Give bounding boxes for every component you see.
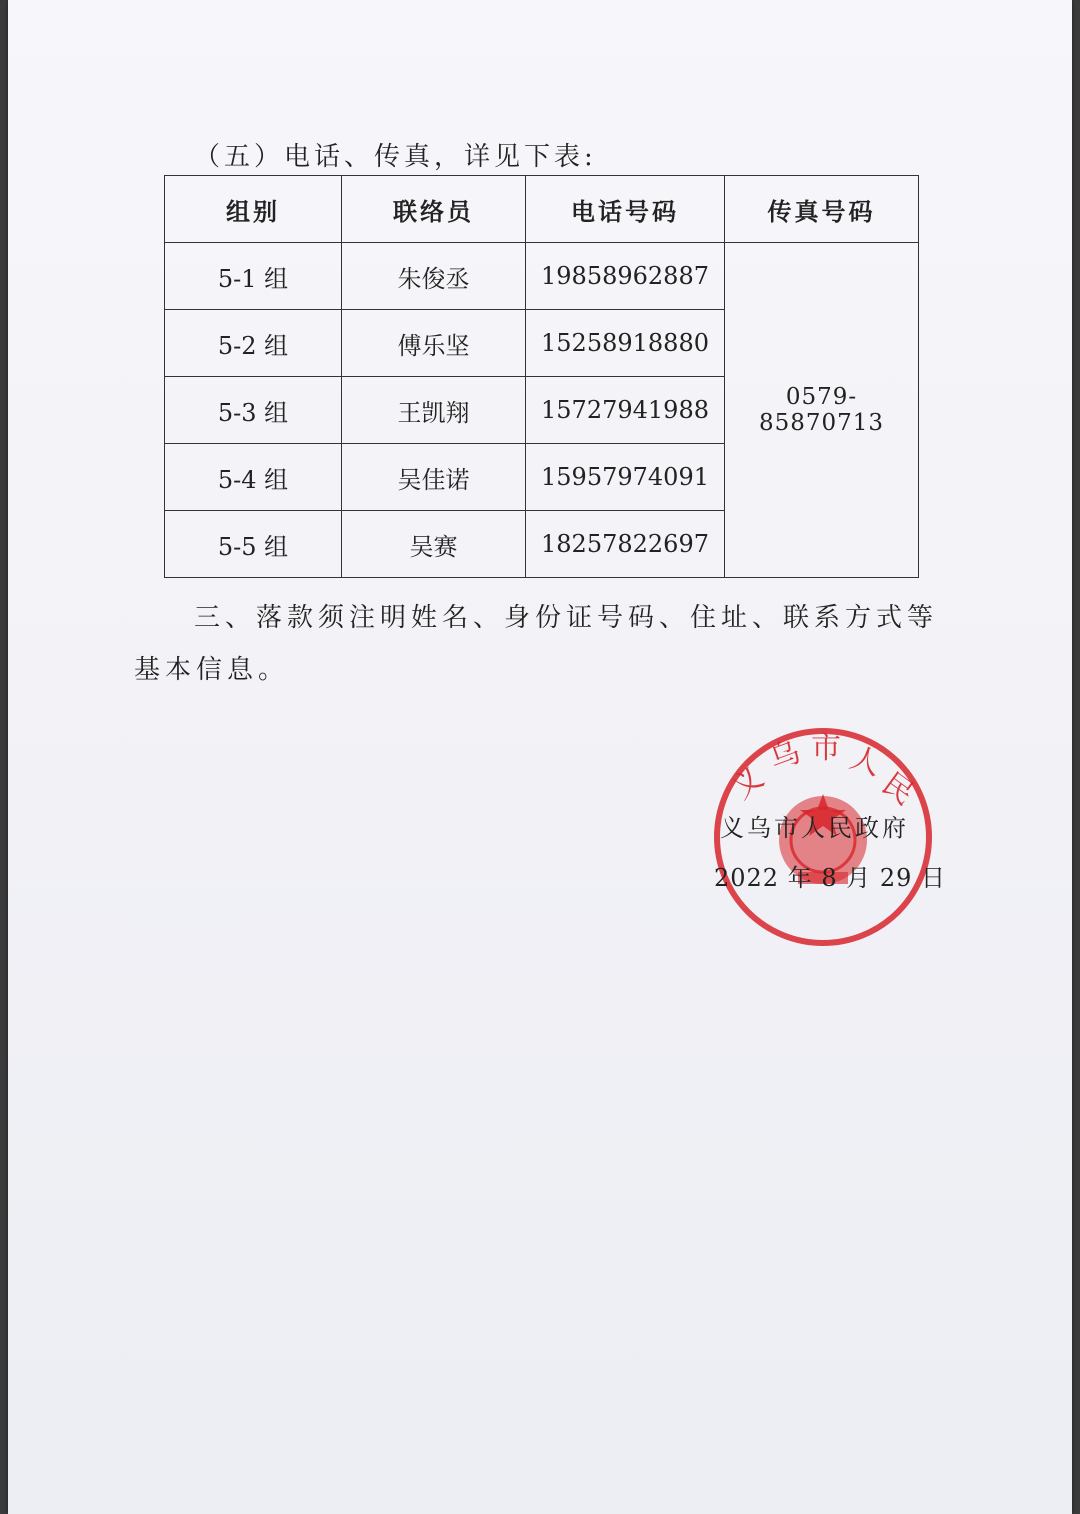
table-header-row (165, 176, 919, 243)
header-fax: 传真号码 (725, 176, 919, 243)
phone-cell: 18257822697 (526, 511, 725, 578)
svg-text:民: 民 (875, 766, 921, 813)
signature-date: 2022 年 8 月 29 日 (714, 864, 947, 892)
section-heading: （五）电话、传真，详见下表: (194, 142, 597, 172)
phone-cell: 15258918880 (526, 310, 725, 377)
signature-organization: 义乌市人民政府 (720, 814, 909, 842)
fax-cell: 0579-85870713 (725, 243, 919, 578)
svg-text:人: 人 (845, 740, 885, 783)
phone-cell: 19858962887 (526, 243, 725, 310)
group-cell: 5-4 组 (165, 444, 342, 511)
group-cell: 5-3 组 (165, 377, 342, 444)
header-contact: 联络员 (342, 176, 526, 243)
group-cell: 5-1 组 (165, 243, 342, 310)
phone-cell: 15957974091 (526, 444, 725, 511)
header-phone: 电话号码 (526, 176, 725, 243)
contact-cell: 吴赛 (342, 511, 526, 578)
svg-text:乌: 乌 (764, 734, 805, 778)
table-row (165, 243, 919, 310)
contact-cell: 朱俊丞 (342, 243, 526, 310)
group-cell: 5-2 组 (165, 310, 342, 377)
svg-text:市: 市 (811, 731, 841, 766)
group-cell: 5-5 组 (165, 511, 342, 578)
contact-table (164, 175, 919, 578)
contact-cell: 吴佳诺 (342, 444, 526, 511)
phone-cell: 15727941988 (526, 377, 725, 444)
document-page (8, 0, 1072, 1514)
contact-cell: 王凯翔 (342, 377, 526, 444)
contact-cell: 傅乐坚 (342, 310, 526, 377)
header-group: 组别 (165, 176, 342, 243)
svg-text:义: 义 (725, 760, 771, 807)
paragraph-three: 三、落款须注明姓名、身份证号码、住址、联系方式等基本信息。 (134, 603, 939, 685)
